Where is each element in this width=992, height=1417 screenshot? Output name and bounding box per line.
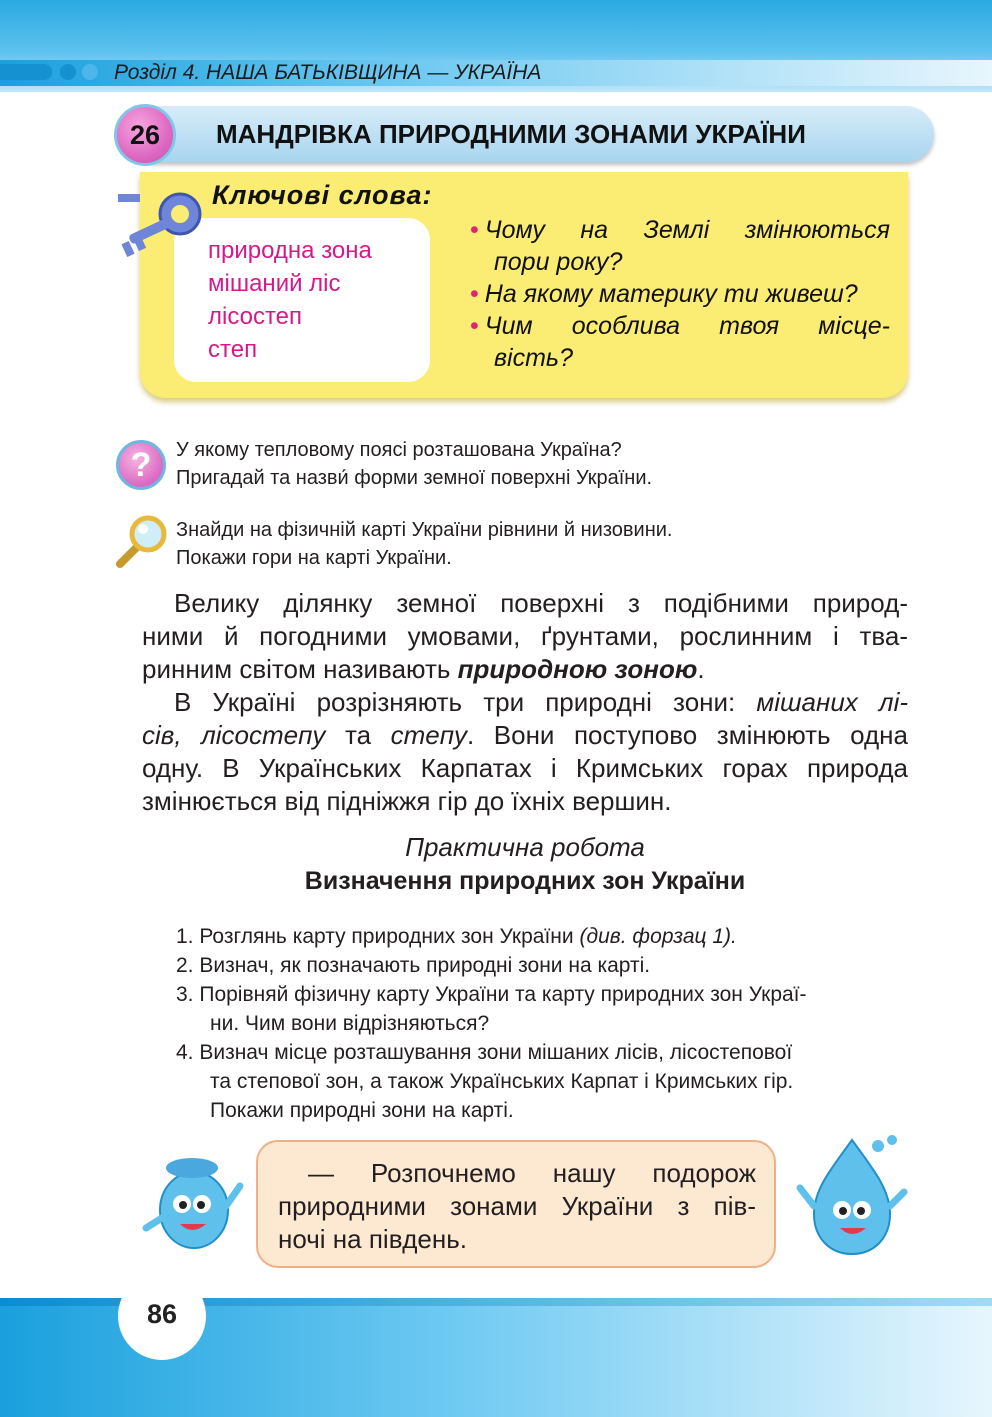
search-task: Знайди на фізичній карті України рівнини й низовини.	[176, 519, 673, 541]
intro-question: • Чому на Землі змінюються	[470, 216, 890, 244]
key-icon	[110, 186, 206, 266]
paragraph-line: Велику ділянку земної поверхні з подібними природ-	[174, 588, 908, 618]
bubble-line: — Розпочнемо нашу подорож	[308, 1158, 756, 1188]
water-drop-mascot-icon	[136, 1148, 252, 1260]
task-item: 4. Визнач місце розташування зони мішаних лісів, лісостепової	[176, 1041, 793, 1064]
section-title: Розділ 4. НАША БАТЬКІВЩИНА — УКРАЇНА	[114, 61, 542, 84]
bubble-line: ночі на південь.	[278, 1224, 467, 1254]
task-item: 1. Розглянь карту природних зон України (див. форзац 1).	[176, 925, 737, 948]
intro-question: • Чим особлива твоя місце-	[470, 312, 890, 340]
lesson-number-badge: 26	[114, 104, 176, 166]
intro-question-cont: вість?	[494, 344, 573, 372]
strip-dot	[60, 64, 76, 80]
strip-bar	[0, 64, 52, 80]
paragraph-line: ними й погодними умовами, ґрунтами, рослинним і тва-	[142, 621, 908, 651]
keyword: мішаний ліс	[208, 270, 341, 297]
paragraph-line: одну. В Українських Карпатах і Кримських горах природа	[142, 753, 908, 783]
magnifier-icon	[110, 512, 170, 572]
practical-subtitle: Практична робота	[405, 832, 645, 862]
recall-question: У якому тепловому поясі розташована Україна?	[176, 439, 622, 461]
strip-dot	[82, 64, 98, 80]
task-item: 2. Визнач, як позначають природні зони на карті.	[176, 954, 651, 977]
lesson-title: МАНДРІВКА ПРИРОДНИМИ ЗОНАМИ УКРАЇНИ	[216, 119, 806, 149]
task-item: 3. Порівняй фізичну карту України та карту природних зон Украї-	[176, 983, 807, 1006]
keyword: природна зона	[208, 237, 372, 264]
task-item-cont: та степової зон, а також Українських Карпат і Кримських гір.	[210, 1070, 794, 1093]
page-number: 86	[118, 1272, 206, 1360]
intro-question: • На якому материку ти живеш?	[470, 280, 858, 308]
practical-title: Визначення природних зон України	[304, 867, 746, 895]
paragraph-line: ринним світом називають природною зоною.	[142, 654, 705, 684]
paragraph-line: сів, лісостепу та степу. Вони поступово змінюють одна	[142, 720, 908, 750]
intro-question-cont: пори року?	[494, 248, 623, 276]
keyword: степ	[208, 336, 258, 363]
bubble-line: природними зонами України з пів-	[278, 1191, 756, 1221]
paragraph-line: змінюється від підніжжя гір до їхніх вершин.	[142, 786, 672, 816]
keyword: лісостеп	[208, 303, 303, 330]
term-natural-zone: природною зоною	[457, 654, 698, 684]
water-drop-mascot-icon	[794, 1130, 910, 1260]
question-icon: ?	[116, 440, 166, 490]
keywords-title: Ключові слова:	[212, 180, 433, 210]
task-item-cont: Покажи природні зони на карті.	[210, 1099, 514, 1122]
search-task: Покажи гори на карті України.	[176, 547, 452, 569]
recall-question: Пригадай та назви́ форми земної поверхні України.	[176, 467, 653, 489]
paragraph-line: В Україні розрізняють три природні зони: мішаних лі-	[174, 687, 908, 717]
task-item-cont: ни. Чим вони відрізняються?	[210, 1012, 490, 1035]
